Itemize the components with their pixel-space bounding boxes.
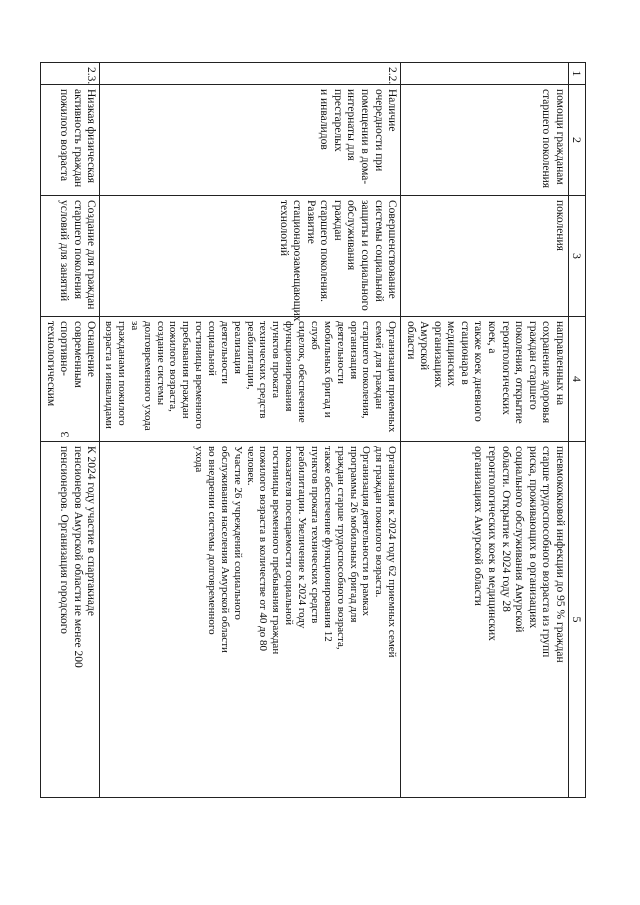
results-text: К 2024 году участие в спартакиаде пенсионеров Амурской области не менее 200 пенсионеров. Организация городского xyxy=(58,446,98,668)
row-number-cell xyxy=(401,63,569,85)
results-cell xyxy=(100,442,401,798)
problem-text: помощи гражданам старшего поколения xyxy=(540,89,566,189)
header-cell-5: 5 xyxy=(568,442,585,798)
table-header-row xyxy=(568,63,585,798)
goal-cell xyxy=(41,196,100,317)
results-text: Организация к 2024 году 62 приемных семей для граждан пожилого возраста. Организация деятельности в рамках программы 26 мобильных бригад для граждан старше трудоспособного возраста, также обеспечение функционирования 12 пунктов проката технических средств реабилитации. Увеличение к 2024 году показателя посещаемости социальной гостиницы временного пребывания граждан пожилого возраста в количестве от 40 до 80 человек. Участие 26 учреждений социального обслуживания населения Амурской области во внедрении системы долговременного ухода xyxy=(193,446,399,658)
measures-cell xyxy=(401,317,569,442)
header-cell-1: 1 xyxy=(568,63,585,85)
row-number-cell: 2.3. xyxy=(41,63,100,85)
table-row xyxy=(41,63,100,798)
measures-text: Оснащение современным спортивно- технологическим xyxy=(44,321,98,407)
header-cell-3: 3 xyxy=(568,196,585,317)
row-number-cell: 2.2. xyxy=(100,63,401,85)
header-cell-4: 4 xyxy=(568,317,585,442)
results-cell xyxy=(41,442,100,798)
goal-text: Создание для граждан старшего поколения условий для занятий xyxy=(58,200,98,310)
problem-cell xyxy=(401,85,569,196)
header-cell-2: 2 xyxy=(568,85,585,196)
problem-cell xyxy=(100,85,401,196)
measures-text: направленных на сохранение здоровья граждан старшего поколения, открытие геронтологических коек, а также коек дневного стационара в медицинских организациях Амурской области xyxy=(404,321,566,424)
goal-text: поколения xyxy=(553,200,566,251)
table-row xyxy=(100,63,401,798)
measures-table xyxy=(40,62,586,798)
page-number: 3 xyxy=(57,431,72,438)
goal-text: Совершенствование системы социальной защиты и социального обслуживания граждан старшего поколения. Развитие стационарозамещающих технологий xyxy=(277,200,399,322)
measures-cell xyxy=(41,317,100,442)
problem-text: Наличие очередности при помещении в дома- интернаты для престарелых и инвалидов xyxy=(318,89,399,185)
goal-cell xyxy=(100,196,401,322)
results-text: пневмококковой инфекции до 95 % граждан старше трудоспособного возраста из групп риска, проживающих в организациях социального обслуживания Амурской области. Открытие к 2024 году 28 геронтологических коек в медицинских организациях Амурской области xyxy=(472,446,566,663)
measures-text: Организация приемных семей для граждан старшего поколения, организация деятельности мобильных бригад и служб сиделок, обеспечение функционирования пунктов проката технических средств реабилитации, реализация деятельности социальной гостиницы временного пребывания граждан пожилого возраста, создание системы долговременного ухода за гражданами пожилого возраста и инвалидами xyxy=(103,321,399,433)
rotated-table-container xyxy=(44,62,586,797)
problem-text: Низкая физическая активность граждан пожилого возраста xyxy=(58,89,98,188)
results-cell xyxy=(401,442,569,798)
measures-cell xyxy=(100,317,401,442)
problem-cell xyxy=(41,85,100,196)
goal-cell xyxy=(401,196,569,317)
table-row xyxy=(401,63,569,798)
